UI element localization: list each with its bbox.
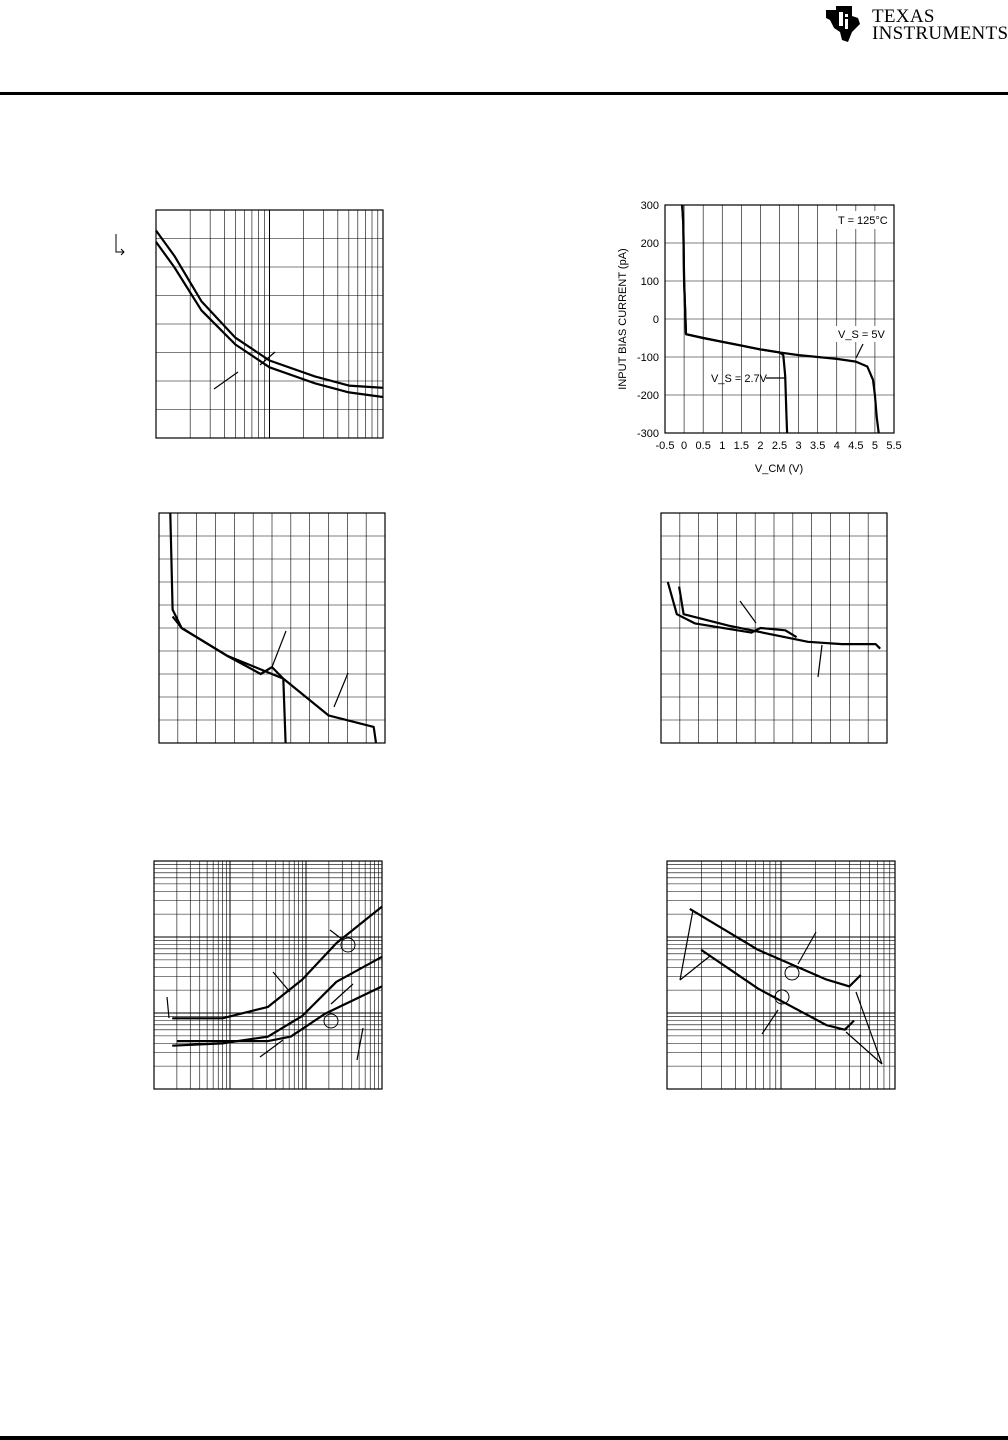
ti-logo-icon	[822, 2, 866, 44]
series-marker-icon	[341, 938, 355, 952]
series-line-2	[701, 950, 854, 1030]
y-tick-label: 100	[640, 276, 659, 288]
x-tick-label: 3	[795, 440, 802, 452]
grid	[159, 513, 385, 743]
x-axis-label: V_CM (V)	[754, 463, 804, 475]
footer-rule	[0, 1436, 1008, 1440]
annotation-arrow	[357, 1028, 363, 1060]
x-tick-label: -0.5	[655, 440, 675, 452]
x-tick-label: 2.5	[771, 440, 788, 452]
y-tick-label: 300	[640, 200, 659, 212]
vs5-arrow	[856, 344, 863, 358]
temperature-label: T = 125°C	[838, 215, 888, 227]
chart-4	[652, 505, 897, 750]
brand-name	[872, 8, 1008, 42]
y-tick-label: -100	[636, 352, 659, 364]
y-tick-label: 0	[652, 314, 659, 326]
series-line-1	[668, 582, 797, 637]
annotation-arrow	[214, 372, 238, 389]
x-tick-label: 0.5	[695, 440, 711, 452]
chart-5	[145, 852, 395, 1102]
x-tick-label: 3.5	[810, 440, 826, 452]
x-tick-label: 5	[871, 440, 878, 452]
x-tick-label: 1	[719, 440, 726, 452]
series-marker-icon	[324, 1014, 338, 1028]
annotation-arrow	[260, 1040, 283, 1057]
series-marker-icon	[785, 966, 799, 980]
annotation-arrow	[260, 352, 275, 365]
annotation-arrow	[680, 910, 693, 980]
chart-1	[110, 200, 395, 445]
y-tick-label: 200	[640, 238, 659, 250]
brand-line2: INSTRUMENTS	[872, 23, 1008, 44]
x-tick-label: 4	[833, 440, 840, 452]
y-tick-label: -300	[636, 428, 659, 440]
grid	[156, 210, 383, 438]
annotation-arrow	[334, 673, 348, 707]
grid	[661, 513, 887, 743]
annotation-arrow	[330, 930, 343, 940]
x-tick-label: 2	[757, 440, 764, 452]
series-line-2	[679, 587, 880, 649]
header-rule	[0, 92, 1008, 95]
grid	[665, 205, 894, 433]
chart-2	[608, 195, 908, 480]
series-line-3	[177, 986, 382, 1041]
stub-marker-icon	[116, 234, 124, 255]
vs5-label: V_S = 5V	[838, 329, 885, 341]
annotation-arrow	[740, 601, 756, 623]
x-tick-label: 1.5	[733, 440, 749, 452]
brand-line1: TEXAS	[872, 6, 935, 27]
x-tick-label: 4.5	[848, 440, 864, 452]
x-tick-label: 0	[681, 440, 688, 452]
y-axis-label: INPUT BIAS CURRENT (pA)	[617, 248, 629, 390]
chart-6	[658, 852, 908, 1102]
annotation-arrow	[167, 997, 169, 1018]
x-tick-label: 5.5	[886, 440, 902, 452]
y-tick-label: -200	[636, 390, 659, 402]
annotation-arrow	[272, 631, 286, 667]
vs27-label: V_S = 2.7V	[711, 373, 767, 385]
chart-3	[150, 505, 395, 750]
annotation-arrow	[818, 645, 822, 677]
